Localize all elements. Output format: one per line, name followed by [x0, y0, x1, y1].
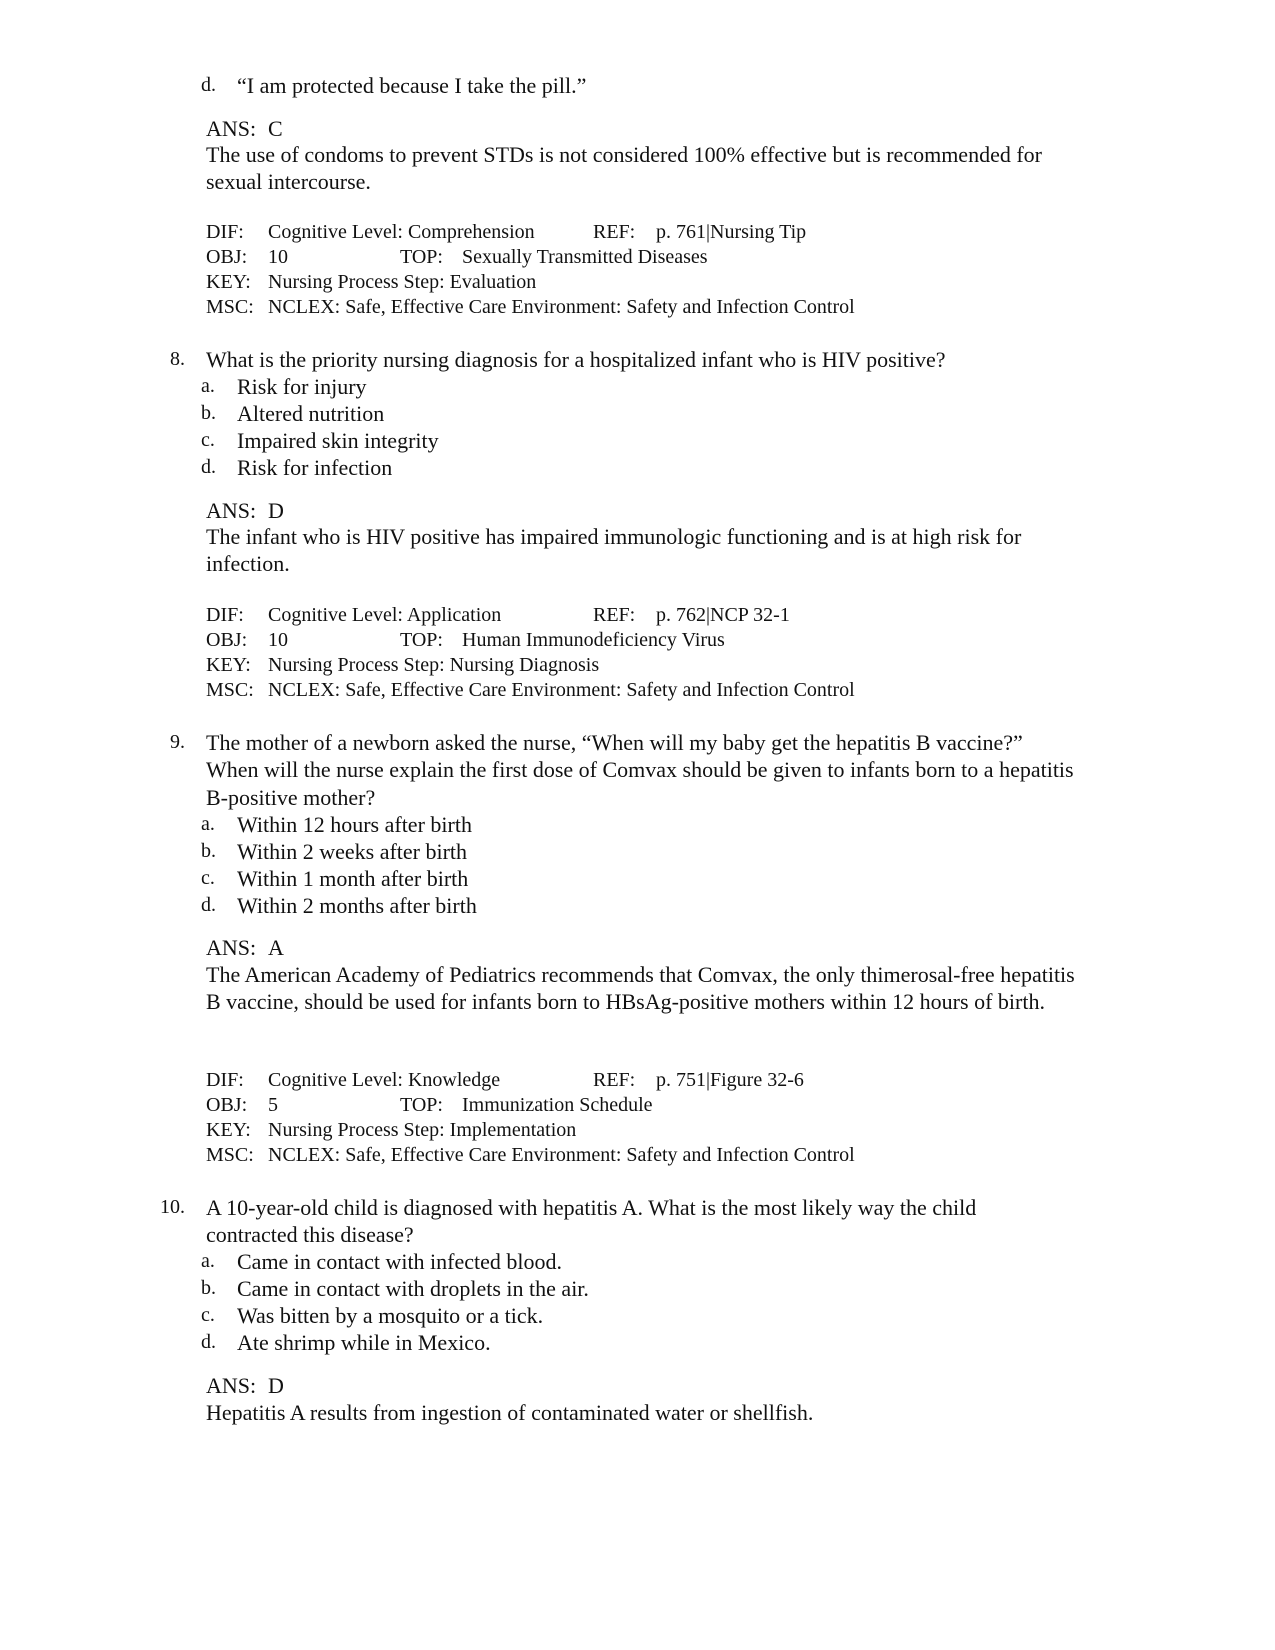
- question-stem: What is the priority nursing diagnosis for a hospitalized infant who is HIV positive?: [206, 347, 946, 372]
- rationale: The use of condoms to prevent STDs is not considered 100% effective but is recommended for sexual intercourse.: [206, 142, 1042, 195]
- option-label: d.: [201, 894, 216, 916]
- answer-value: A: [268, 935, 284, 960]
- meta-label: DIF:: [206, 1069, 244, 1091]
- option-label: b.: [201, 402, 216, 424]
- meta-dif: Cognitive Level: Application: [268, 604, 502, 626]
- option-label: a.: [201, 813, 215, 835]
- meta-ref: p. 751|Figure 32-6: [656, 1069, 804, 1091]
- option-text: Ate shrimp while in Mexico.: [237, 1330, 491, 1355]
- meta-label: OBJ:: [206, 246, 248, 268]
- meta-label: OBJ:: [206, 629, 248, 651]
- option-text: Was bitten by a mosquito or a tick.: [237, 1303, 544, 1328]
- option-text: Within 12 hours after birth: [237, 812, 472, 837]
- option-label: c.: [201, 1304, 215, 1326]
- question-number: 8.: [170, 348, 185, 370]
- meta-label: KEY:: [206, 1119, 251, 1141]
- option-text: Within 2 weeks after birth: [237, 839, 468, 864]
- meta-msc: NCLEX: Safe, Effective Care Environment: Safety and Infection Control: [268, 679, 855, 701]
- meta-label: DIF:: [206, 604, 244, 626]
- meta-label: MSC:: [206, 679, 254, 701]
- meta-top: Immunization Schedule: [462, 1094, 653, 1116]
- answer-label: ANS:: [206, 935, 257, 960]
- option-text: Risk for injury: [237, 374, 367, 399]
- answer-value: D: [268, 1373, 284, 1398]
- answer-label: ANS:: [206, 498, 257, 523]
- meta-key: Nursing Process Step: Evaluation: [268, 271, 537, 293]
- question-stem: A 10-year-old child is diagnosed with hepatitis A. What is the most likely way the child contracted this disease?: [206, 1195, 977, 1248]
- meta-label: MSC:: [206, 1144, 254, 1166]
- option-text: Within 2 months after birth: [237, 893, 477, 918]
- meta-label: KEY:: [206, 654, 251, 676]
- option-label: d.: [201, 74, 216, 96]
- answer-label: ANS:: [206, 116, 257, 141]
- meta-key: Nursing Process Step: Nursing Diagnosis: [268, 654, 600, 676]
- meta-label: OBJ:: [206, 1094, 248, 1116]
- option-label: b.: [201, 1277, 216, 1299]
- meta-label: REF:: [593, 1069, 636, 1091]
- option-label: d.: [201, 1331, 216, 1353]
- answer-value: D: [268, 498, 284, 523]
- option-text: Within 1 month after birth: [237, 866, 469, 891]
- option-text: Came in contact with droplets in the air.: [237, 1276, 589, 1301]
- answer-value: C: [268, 116, 283, 141]
- meta-dif: Cognitive Level: Knowledge: [268, 1069, 501, 1091]
- meta-obj: 10: [268, 629, 288, 651]
- rationale: The American Academy of Pediatrics recommends that Comvax, the only thimerosal-free hepatitis B vaccine, should be used for infants born to HBsAg-positive mothers within 12 hours of birth.: [206, 962, 1075, 1015]
- option-label: a.: [201, 1250, 215, 1272]
- meta-label: REF:: [593, 221, 636, 243]
- option-text: Impaired skin integrity: [237, 428, 439, 453]
- meta-label: TOP:: [400, 1094, 443, 1116]
- option-label: c.: [201, 429, 215, 451]
- answer-label: ANS:: [206, 1373, 257, 1398]
- meta-ref: p. 762|NCP 32-1: [656, 604, 790, 626]
- option-text: “I am protected because I take the pill.”: [237, 73, 587, 98]
- meta-top: Human Immunodeficiency Virus: [462, 629, 725, 651]
- option-text: Altered nutrition: [237, 401, 385, 426]
- meta-label: TOP:: [400, 629, 443, 651]
- meta-top: Sexually Transmitted Diseases: [462, 246, 708, 268]
- rationale: The infant who is HIV positive has impaired immunologic functioning and is at high risk for infection.: [206, 524, 1022, 577]
- option-label: a.: [201, 375, 215, 397]
- meta-label: REF:: [593, 604, 636, 626]
- meta-msc: NCLEX: Safe, Effective Care Environment: Safety and Infection Control: [268, 296, 855, 318]
- option-label: c.: [201, 867, 215, 889]
- option-text: Came in contact with infected blood.: [237, 1249, 563, 1274]
- rationale: Hepatitis A results from ingestion of contaminated water or shellfish.: [206, 1400, 814, 1425]
- meta-obj: 5: [268, 1094, 278, 1116]
- meta-label: MSC:: [206, 296, 254, 318]
- meta-obj: 10: [268, 246, 288, 268]
- meta-msc: NCLEX: Safe, Effective Care Environment: Safety and Infection Control: [268, 1144, 855, 1166]
- question-number: 9.: [170, 731, 185, 753]
- question-stem: The mother of a newborn asked the nurse, “When will my baby get the hepatitis B vaccine?” When will the nurse explain the first dose of Comvax should be given to infants born to a hepatitis B-positive mother?: [206, 730, 1074, 810]
- meta-dif: Cognitive Level: Comprehension: [268, 221, 535, 243]
- meta-label: TOP:: [400, 246, 443, 268]
- question-number: 10.: [160, 1196, 185, 1218]
- option-text: Risk for infection: [237, 455, 393, 480]
- meta-label: DIF:: [206, 221, 244, 243]
- meta-key: Nursing Process Step: Implementation: [268, 1119, 577, 1141]
- meta-label: KEY:: [206, 271, 251, 293]
- meta-ref: p. 761|Nursing Tip: [656, 221, 807, 243]
- option-label: b.: [201, 840, 216, 862]
- option-label: d.: [201, 456, 216, 478]
